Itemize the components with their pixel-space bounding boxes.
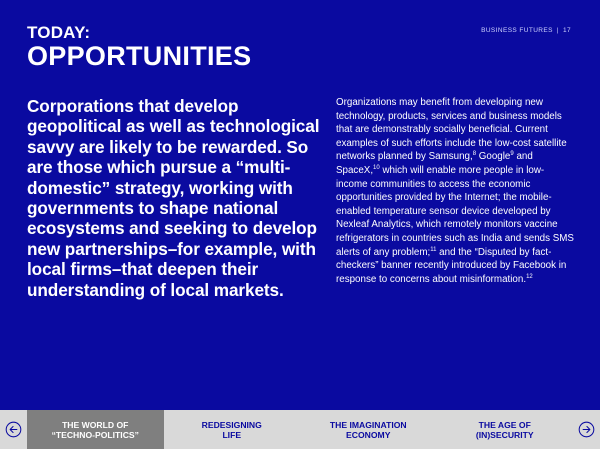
footnote-ref-9: 9	[510, 151, 514, 158]
body-text-5: and the “Disputed by fact-checkers” banner recently introduced by Facebook in response to concerns about misinformation.	[336, 246, 567, 285]
tab-label-line-2: LIFE	[222, 429, 242, 440]
next-page-button[interactable]	[573, 410, 600, 449]
page-title	[27, 24, 251, 70]
tab-world-of-techno-politics[interactable]	[27, 410, 164, 449]
body-text-4: which will enable more people in low-income communities to access the economic opportunities provided by the Internet; the mobile-enabled temperature sensor device developed by Nexleaf Analytics, which remotely monitors vaccine refrigerators in countries such as India and sends SMS alerts of any problem;	[336, 164, 574, 258]
header-meta	[481, 27, 571, 34]
footnote-ref-10: 10	[373, 164, 380, 171]
page-title-line-2: OPPORTUNITIES	[27, 41, 252, 71]
body-text-1: Organizations may benefit from developing new technology, products, services and business models that are demonstrably socially beneficial. Current examples of such efforts include the low-cost satellite networks planned by Samsung,	[336, 97, 567, 163]
tab-label-line-2: (IN)SECURITY	[475, 429, 534, 440]
footnote-ref-11: 11	[430, 246, 437, 253]
tab-age-of-insecurity[interactable]	[437, 410, 574, 449]
tab-label-line-1: REDESIGNING	[201, 419, 262, 430]
tab-label-line-2: ECONOMY	[346, 429, 391, 440]
tab-label-line-1: THE IMAGINATION	[329, 419, 407, 430]
footnote-ref-12: 12	[526, 273, 533, 280]
tab-label-line-1: THE AGE OF	[478, 419, 531, 430]
chapter-navigation	[0, 410, 600, 449]
previous-page-button[interactable]	[0, 410, 27, 449]
header-separator: |	[556, 27, 559, 34]
lead-paragraph: Corporations that develop geopolitical as well as technological savvy are likely to be rewarded. So are those which pursue a “multi-domestic” strategy, working with governments to shape national ecosystems and seeking to develop new partnerships–for example, with local firms–that deepen their understanding of local markets.	[27, 96, 320, 300]
tab-imagination-economy[interactable]	[300, 410, 437, 449]
body-paragraph	[336, 96, 574, 286]
tab-label-line-2: “TECHNO-POLITICS”	[51, 429, 139, 440]
tab-redesigning-life[interactable]	[164, 410, 301, 449]
body-text-2: Google	[476, 151, 511, 163]
arrow-right-circle-icon	[578, 421, 595, 438]
footnote-ref-8: 8	[472, 151, 477, 158]
section-label: BUSINESS FUTURES	[481, 27, 553, 34]
page-number: 17	[562, 27, 571, 34]
body-text-3: and SpaceX,	[336, 151, 533, 176]
page-title-line-1: TODAY:	[27, 23, 91, 42]
tab-label-line-1: THE WORLD OF	[62, 419, 129, 430]
arrow-left-circle-icon	[5, 421, 22, 438]
